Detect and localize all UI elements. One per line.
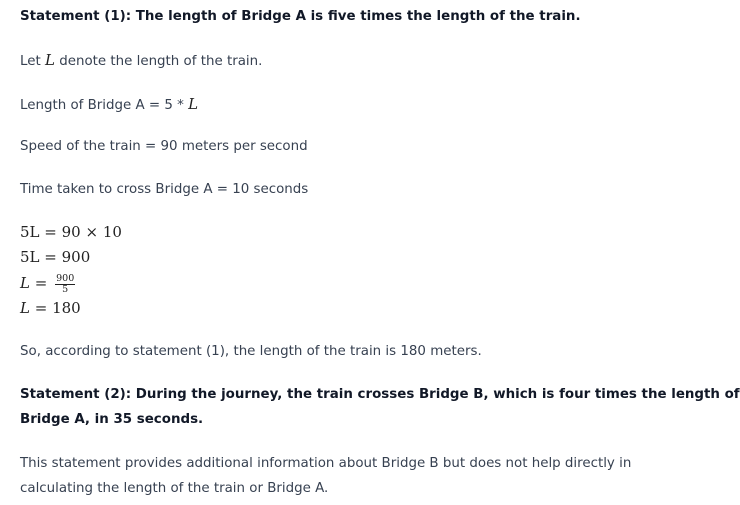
equation-4: [20, 299, 81, 317]
conclusion-2-line-2: calculating the length of the train or Bridge A.: [20, 481, 329, 496]
equation-1: [20, 223, 122, 241]
eq1-lhs: 5L: [20, 223, 40, 241]
statement-2-heading-line-2: Bridge A, in 35 seconds.: [20, 412, 204, 427]
fraction-numerator: 900: [56, 272, 75, 284]
conclusion-2-line-1: This statement provides additional information about Bridge B but does not help directly in: [20, 456, 632, 471]
eq2-rhs: = 900: [44, 248, 91, 266]
eq4-lhs: L: [20, 299, 30, 317]
variable-L: L: [44, 51, 55, 69]
fraction: [55, 274, 75, 295]
statement-1-heading: Statement (1): The length of Bridge A is five times the length of the train.: [20, 9, 581, 24]
fraction-denominator: 5: [62, 283, 69, 295]
time-line: Time taken to cross Bridge A = 10 seconds: [20, 182, 309, 197]
let-definition: [20, 51, 262, 71]
bridge-a-length: [20, 95, 198, 115]
variable-L: L: [188, 95, 199, 113]
equation-2: [20, 248, 90, 266]
let-prefix: Let: [20, 54, 41, 69]
eq4-rhs: = 180: [34, 299, 81, 317]
bridge-a-length-text: Length of Bridge A = 5 *: [20, 98, 189, 113]
eq3-equals: =: [34, 274, 48, 292]
eq1-rhs: = 90 × 10: [44, 223, 122, 241]
let-suffix: denote the length of the train.: [59, 54, 263, 69]
equation-3: [20, 272, 75, 295]
statement-2-heading-line-1: Statement (2): During the journey, the train crosses Bridge B, which is four times the length of: [20, 387, 740, 402]
conclusion-1: So, according to statement (1), the length of the train is 180 meters.: [20, 344, 482, 359]
eq3-lhs: L: [20, 274, 30, 292]
eq2-lhs: 5L: [20, 248, 40, 266]
speed-line: Speed of the train = 90 meters per second: [20, 139, 308, 154]
